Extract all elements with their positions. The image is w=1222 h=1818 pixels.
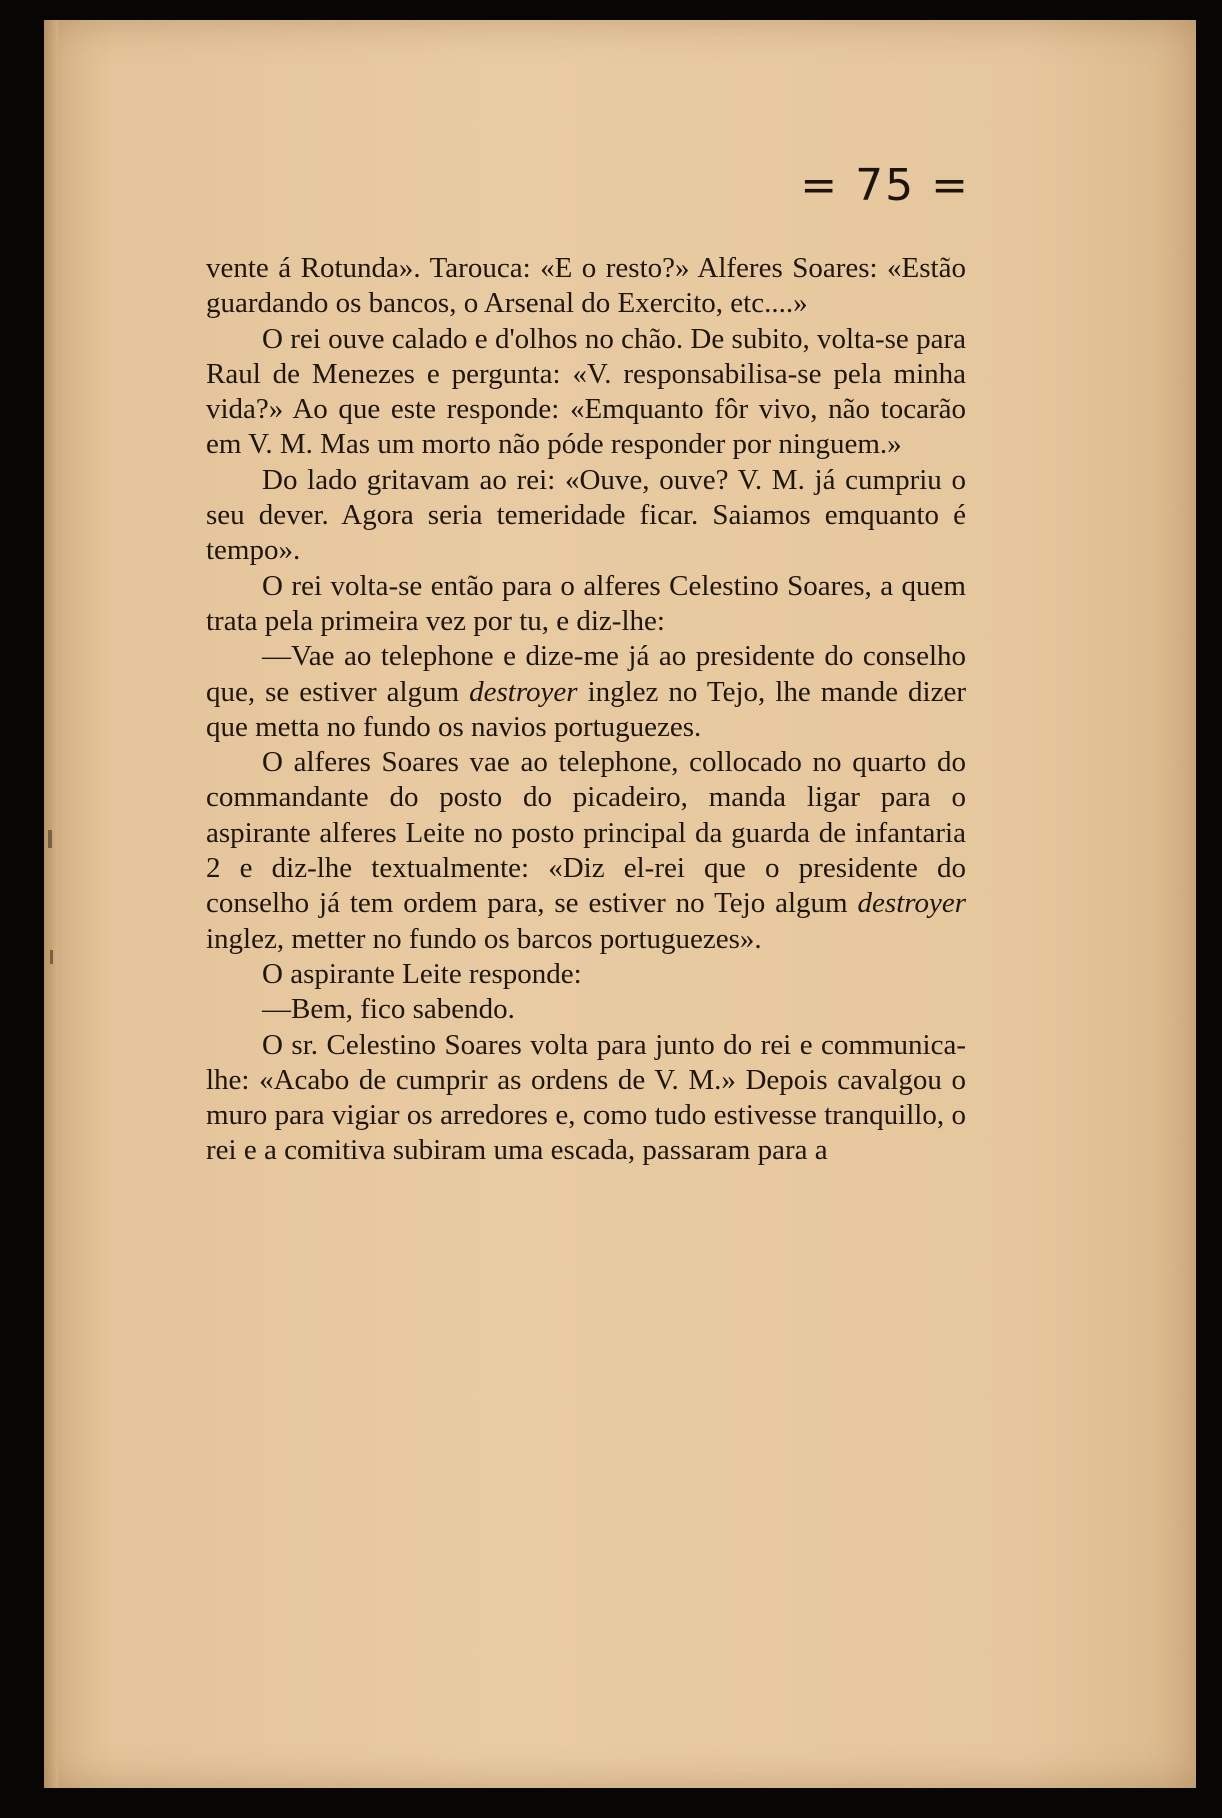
paragraph: Do lado gritavam ao rei: «Ouve, ouve? V. M. já cumpriu o seu dever. Agora seria temeridade ficar. Saiamos emquanto é tempo». — [206, 463, 966, 567]
paragraph — [206, 745, 966, 957]
margin-mark — [50, 950, 53, 964]
italic-word: destroyer — [469, 675, 578, 708]
paragraph: O aspirante Leite responde: — [262, 957, 582, 990]
italic-word: destroyer — [857, 887, 966, 920]
paragraph: O rei volta-se então para o alferes Celestino Soares, a quem trata pela primeira vez por tu, e diz-lhe: — [206, 569, 966, 637]
page-binding-edge — [44, 20, 58, 1788]
paragraph: O sr. Celestino Soares volta para junto do rei e communica-lhe: «Acabo de cumprir as ordens de V. M.» Depois cavalgou o muro para vigiar os arredores e, como tudo estivesse tranquillo, o rei e a comitiva subiram uma escada, passaram para a — [206, 1028, 966, 1167]
paragraph: —Bem, fico sabendo. — [262, 993, 515, 1026]
paragraph-text: inglez no Tejo, lhe mande dizer que metta no fundo os navios portuguezes. — [206, 675, 966, 743]
paragraph-text: —Vae ao telephone e dize-me já ao presidente do conselho que, se estiver algum — [206, 640, 966, 708]
paragraph — [206, 639, 966, 745]
paragraph-text: O alferes Soares vae ao telephone, collocado no quarto do commandante do posto do picadeiro, manda ligar para o aspirante alferes Leite no posto principal da guarda de infantaria 2 e diz-lhe textualmente: «Diz el-rei que o presidente do conselho já tem ordem para, se estiver no Tejo algum — [206, 746, 966, 920]
margin-mark — [48, 830, 52, 848]
page-number: = 75 = — [800, 160, 970, 211]
body-text — [206, 251, 966, 1169]
paragraph: O rei ouve calado e d'olhos no chão. De subito, volta-se para Raul de Menezes e pergunta: «V. responsabilisa-se pela minha vida?» Ao que este responde: «Emquanto fôr vivo, não tocarão em V. M. Mas um morto não póde responder por ninguem.» — [206, 322, 966, 461]
paragraph-text: inglez, metter no fundo os barcos portuguezes». — [206, 922, 762, 955]
paragraph: vente á Rotunda». Tarouca: «E o resto?» Alferes Soares: «Estão guardando os bancos, o Arsenal do Exercito, etc....» — [206, 252, 966, 320]
